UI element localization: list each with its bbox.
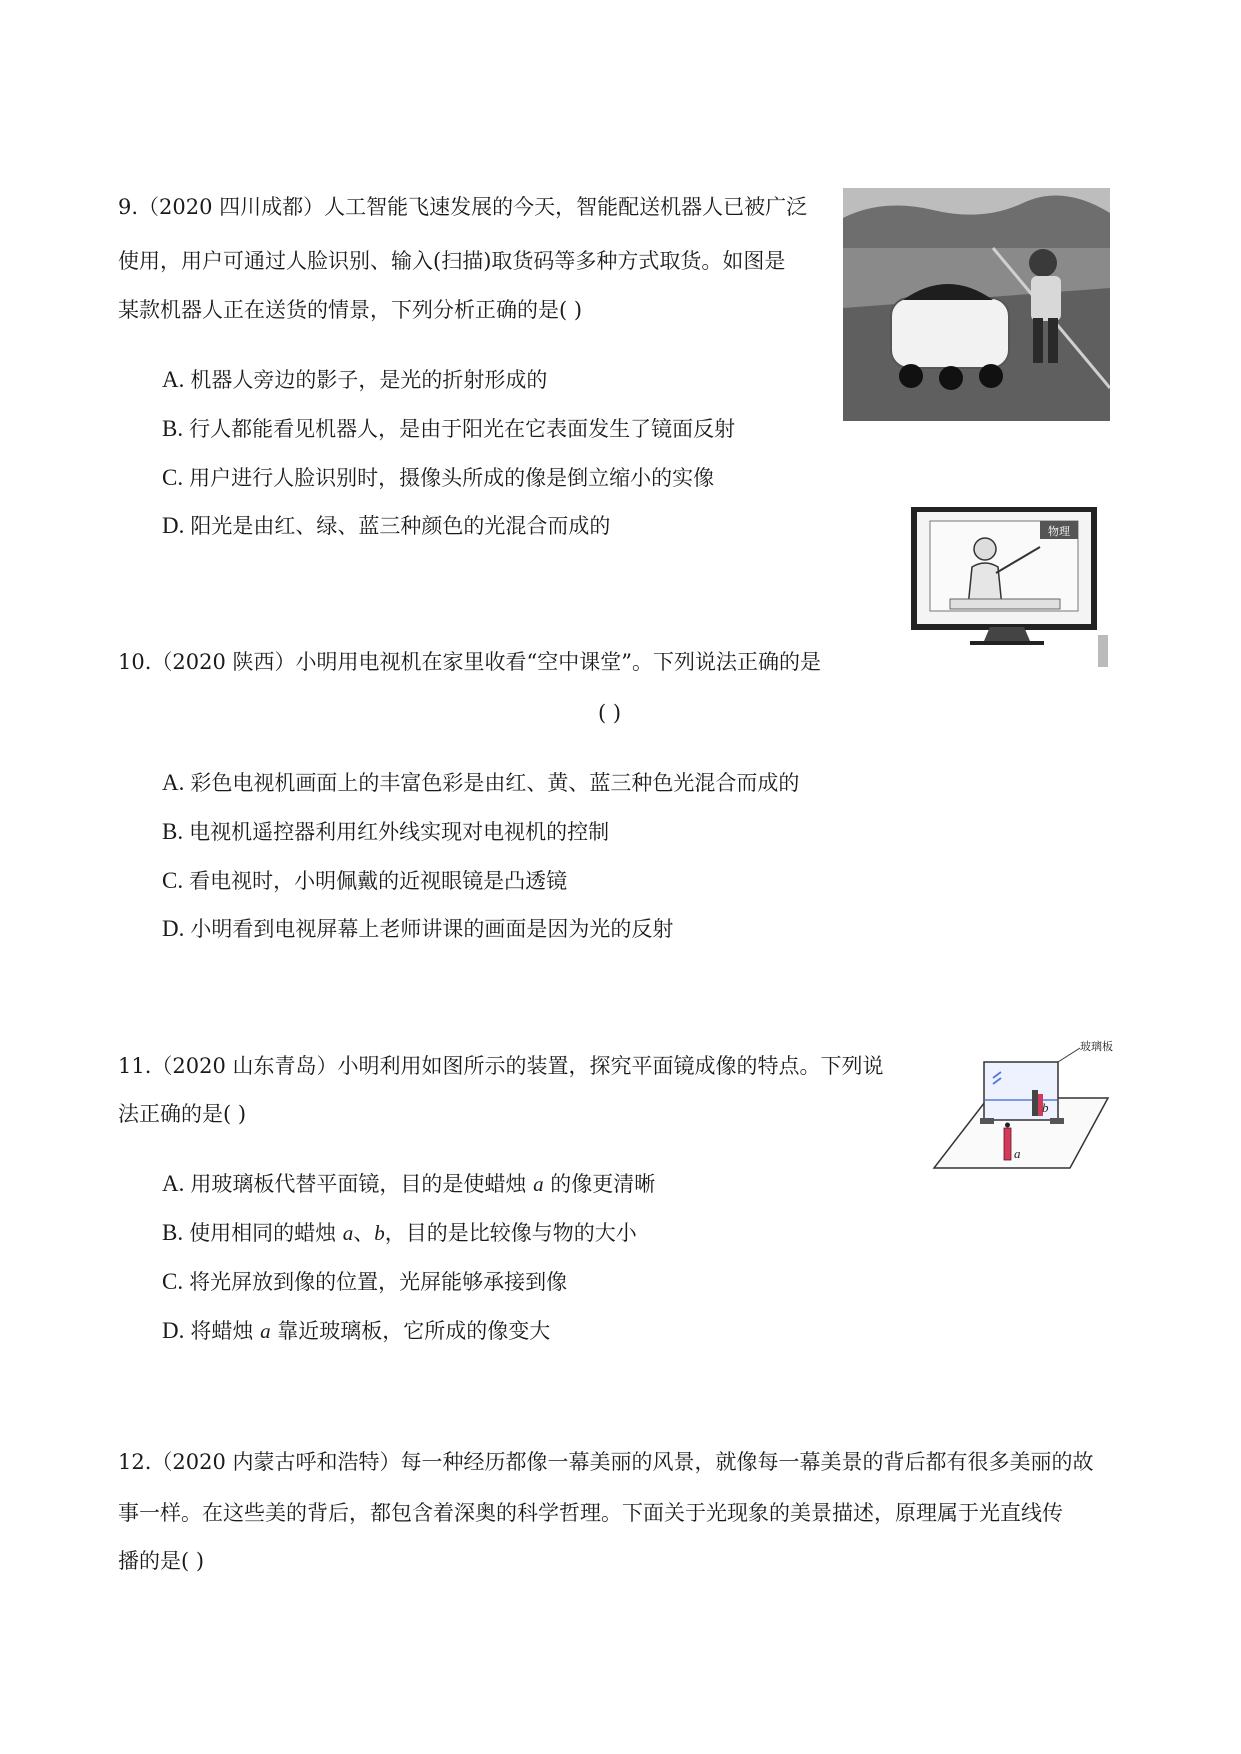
- q10-stem-line-2: ( ): [598, 701, 622, 725]
- q12-stem-line-1: 12.（2020 内蒙古呼和浩特）每一种经历都像一幕美丽的风景，就像每一幕美景的背后都有很多美丽的故: [118, 1450, 1094, 1474]
- option-letter: C.: [162, 1269, 184, 1294]
- tv-label: 物理: [1048, 525, 1070, 538]
- option-text: 小明看到电视屏幕上老师讲课的画面是因为光的反射: [190, 917, 674, 941]
- option-text: 用户进行人脸识别时，摄像头所成的像是倒立缩小的实像: [189, 466, 715, 490]
- option-letter: D.: [162, 916, 185, 941]
- q9-option-c: [162, 466, 714, 489]
- candle-b-label: b: [1042, 1100, 1049, 1115]
- q9-stem-line-1: 9.（2020 四川成都）人工智能飞速发展的今天，智能配送机器人已被广泛: [118, 195, 808, 219]
- candle-a-label: a: [1014, 1146, 1021, 1161]
- option-letter: B.: [162, 416, 184, 441]
- option-letter: B.: [162, 819, 184, 844]
- q10-option-a: [162, 771, 799, 794]
- option-text-post: 靠近玻璃板，它所成的像变大: [270, 1319, 551, 1343]
- glass-plate-label: 玻璃板: [1080, 1040, 1113, 1053]
- option-text-pre: 将蜡烛: [190, 1319, 261, 1343]
- q9-stem-line-2: 使用，用户可通过人脸识别、输入(扫描)取货码等多种方式取货。如图是: [118, 249, 786, 273]
- q9-option-b: [162, 417, 735, 440]
- q11-stem-line-2: 法正确的是( ): [118, 1102, 247, 1126]
- q10-option-c: [162, 869, 567, 892]
- q9-option-d: [162, 514, 610, 537]
- q10-stem-line-1: 10.（2020 陕西）小明用电视机在家里收看“空中课堂”。下列说法正确的是: [118, 650, 821, 674]
- option-text-pre: 用玻璃板代替平面镜，目的是使蜡烛: [190, 1172, 534, 1196]
- plane-mirror-apparatus-figure: [930, 1040, 1120, 1175]
- option-text: 阳光是由红、绿、蓝三种颜色的光混合而成的: [190, 514, 611, 538]
- q12-stem-line-3: 播的是( ): [118, 1549, 205, 1573]
- option-text: 彩色电视机画面上的丰富色彩是由红、黄、蓝三种色光混合而成的: [190, 771, 800, 795]
- option-variable: a: [533, 1172, 544, 1196]
- option-text: 电视机遥控器利用红外线实现对电视机的控制: [189, 820, 610, 844]
- option-text-pre: 使用相同的蜡烛: [189, 1221, 343, 1245]
- q9-option-a: [162, 368, 547, 391]
- delivery-robot-photo: [843, 188, 1110, 421]
- option-variable: a: [260, 1319, 271, 1343]
- option-text: 机器人旁边的影子，是光的折射形成的: [190, 368, 548, 392]
- option-text-post: ，目的是比较像与物的大小: [384, 1221, 637, 1245]
- option-text-mid: 、: [353, 1221, 375, 1245]
- option-variable-2: b: [374, 1221, 385, 1245]
- option-letter: C.: [162, 868, 184, 893]
- q11-option-a: [162, 1172, 655, 1195]
- option-letter: D.: [162, 513, 185, 538]
- option-letter: A.: [162, 770, 185, 795]
- option-text-post: 的像更清晰: [543, 1172, 656, 1196]
- option-text: 看电视时，小明佩戴的近视眼镜是凸透镜: [189, 869, 568, 893]
- q10-option-b: [162, 820, 609, 843]
- q11-option-c: [162, 1270, 567, 1293]
- q9-stem-line-3: 某款机器人正在送货的情景，下列分析正确的是( ): [118, 298, 583, 322]
- option-letter: C.: [162, 465, 184, 490]
- option-letter: A.: [162, 1171, 185, 1196]
- q10-option-d: [162, 917, 673, 940]
- option-letter: D.: [162, 1318, 185, 1343]
- option-letter: A.: [162, 367, 185, 392]
- q11-option-d: [162, 1319, 550, 1342]
- option-variable: a: [342, 1221, 354, 1245]
- q12-stem-line-2: 事一样。在这些美的背后，都包含着深奥的科学哲理。下面关于光现象的美景描述，原理属于光直线传: [118, 1501, 1063, 1525]
- option-text: 将光屏放到像的位置，光屏能够承接到像: [189, 1270, 568, 1294]
- q11-stem-line-1: 11.（2020 山东青岛）小明利用如图所示的装置，探究平面镜成像的特点。下列说: [118, 1054, 884, 1078]
- q11-option-b: [162, 1221, 637, 1244]
- tv-classroom-figure: [910, 507, 1110, 667]
- option-letter: B.: [162, 1220, 184, 1245]
- option-text: 行人都能看见机器人，是由于阳光在它表面发生了镜面反射: [189, 417, 736, 441]
